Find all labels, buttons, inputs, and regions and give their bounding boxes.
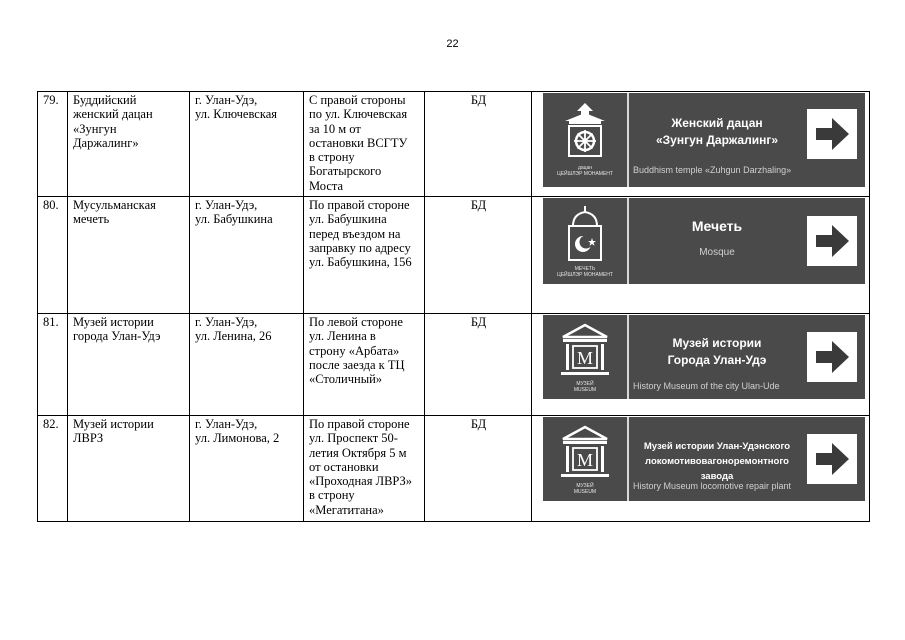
direction-sign: МЕЧЕТЬ ЦЕЙШЛЭР МОНАМЕНТ Мечеть Mosque bbox=[543, 198, 865, 284]
object-address: г. Улан-Удэ, ул. Лимонова, 2 bbox=[190, 416, 304, 522]
signs-table bbox=[37, 91, 870, 522]
object-address: г. Улан-Удэ, ул. Ленина, 26 bbox=[190, 314, 304, 416]
arrow-right-icon bbox=[807, 109, 857, 159]
sign-type: БД bbox=[425, 197, 532, 314]
sign-title: Музей истории Улан-Удэнского локомотивовагоноремонтного завода bbox=[643, 441, 791, 482]
sign-image-cell bbox=[532, 416, 870, 522]
row-number: 79. bbox=[38, 92, 68, 197]
sign-image-cell bbox=[532, 197, 870, 314]
museum-building-icon bbox=[557, 321, 613, 385]
arrow-right-icon bbox=[807, 332, 857, 382]
svg-text:M: M bbox=[576, 450, 594, 470]
arrow-right-icon bbox=[807, 434, 857, 484]
arrow-right-icon bbox=[807, 216, 857, 266]
object-address: г. Улан-Удэ, ул. Ключевская bbox=[190, 92, 304, 197]
dharma-wheel-temple-icon bbox=[557, 99, 613, 163]
sign-subtitle: History Museum locomotive repair plant bbox=[633, 481, 792, 491]
museum-building-icon bbox=[557, 423, 613, 487]
table-row bbox=[38, 314, 870, 416]
direction-sign: M МУЗЕЙ MUSEUM Музей истории Города Улан-Удэ History Museum of the city Ulan-Ude bbox=[543, 315, 865, 399]
sign-title: Музей истории Города Улан-Удэ bbox=[667, 336, 767, 367]
sign-location: По правой стороне ул. Бабушкина перед въездом на заправку по адресу ул. Бабушкина, 156 bbox=[304, 197, 425, 314]
sign-subtitle: Buddhism temple «Zuhgun Darzhaling» bbox=[633, 165, 792, 175]
sign-image-cell bbox=[532, 92, 870, 197]
row-number: 81. bbox=[38, 314, 68, 416]
sign-type: БД bbox=[425, 92, 532, 197]
sign-location: С правой стороны по ул. Ключевская за 10 м от остановки ВСГТУ в строну Богатырского Моста bbox=[304, 92, 425, 197]
object-address: г. Улан-Удэ, ул. Бабушкина bbox=[190, 197, 304, 314]
sign-image-cell bbox=[532, 314, 870, 416]
object-name: Мусульманская мечеть bbox=[68, 197, 190, 314]
sign-location: По правой стороне ул. Проспект 50- летия Октября 5 м от остановки «Проходная ЛВРЗ» в строну «Мегатитана» bbox=[304, 416, 425, 522]
sign-location: По левой стороне ул. Ленина в строну «Арбата» после заезда к ТЦ «Столичный» bbox=[304, 314, 425, 416]
svg-text:M: M bbox=[576, 348, 594, 368]
sign-subtitle: History Museum of the city Ulan-Ude bbox=[633, 381, 780, 391]
sign-title: Женский дацан «Зунгун Даржалинг» bbox=[655, 116, 778, 147]
page-number: 22 bbox=[446, 38, 459, 50]
direction-sign: дацан ЦЕЙШЛЭР МОНАМЕНТ Женский дацан «Зунгун Даржалинг» Buddhism temple «Zuhgun Darzhaling» bbox=[543, 93, 865, 187]
object-name: Музей истории города Улан-Удэ bbox=[68, 314, 190, 416]
sign-type: БД bbox=[425, 314, 532, 416]
sign-subtitle: Mosque bbox=[699, 247, 735, 258]
table-row bbox=[38, 92, 870, 197]
table-row bbox=[38, 416, 870, 522]
row-number: 82. bbox=[38, 416, 68, 522]
row-number: 80. bbox=[38, 197, 68, 314]
table-row bbox=[38, 197, 870, 314]
sign-type: БД bbox=[425, 416, 532, 522]
object-name: Буддийский женский дацан «Зунгун Даржалинг» bbox=[68, 92, 190, 197]
mosque-crescent-icon bbox=[557, 204, 613, 268]
object-name: Музей истории ЛВРЗ bbox=[68, 416, 190, 522]
direction-sign: M МУЗЕЙ MUSEUM Музей истории Улан-Удэнского локомотивовагоноремонтного завода History Museum locomotive repair plant bbox=[543, 417, 865, 501]
sign-title: Мечеть bbox=[691, 218, 743, 234]
